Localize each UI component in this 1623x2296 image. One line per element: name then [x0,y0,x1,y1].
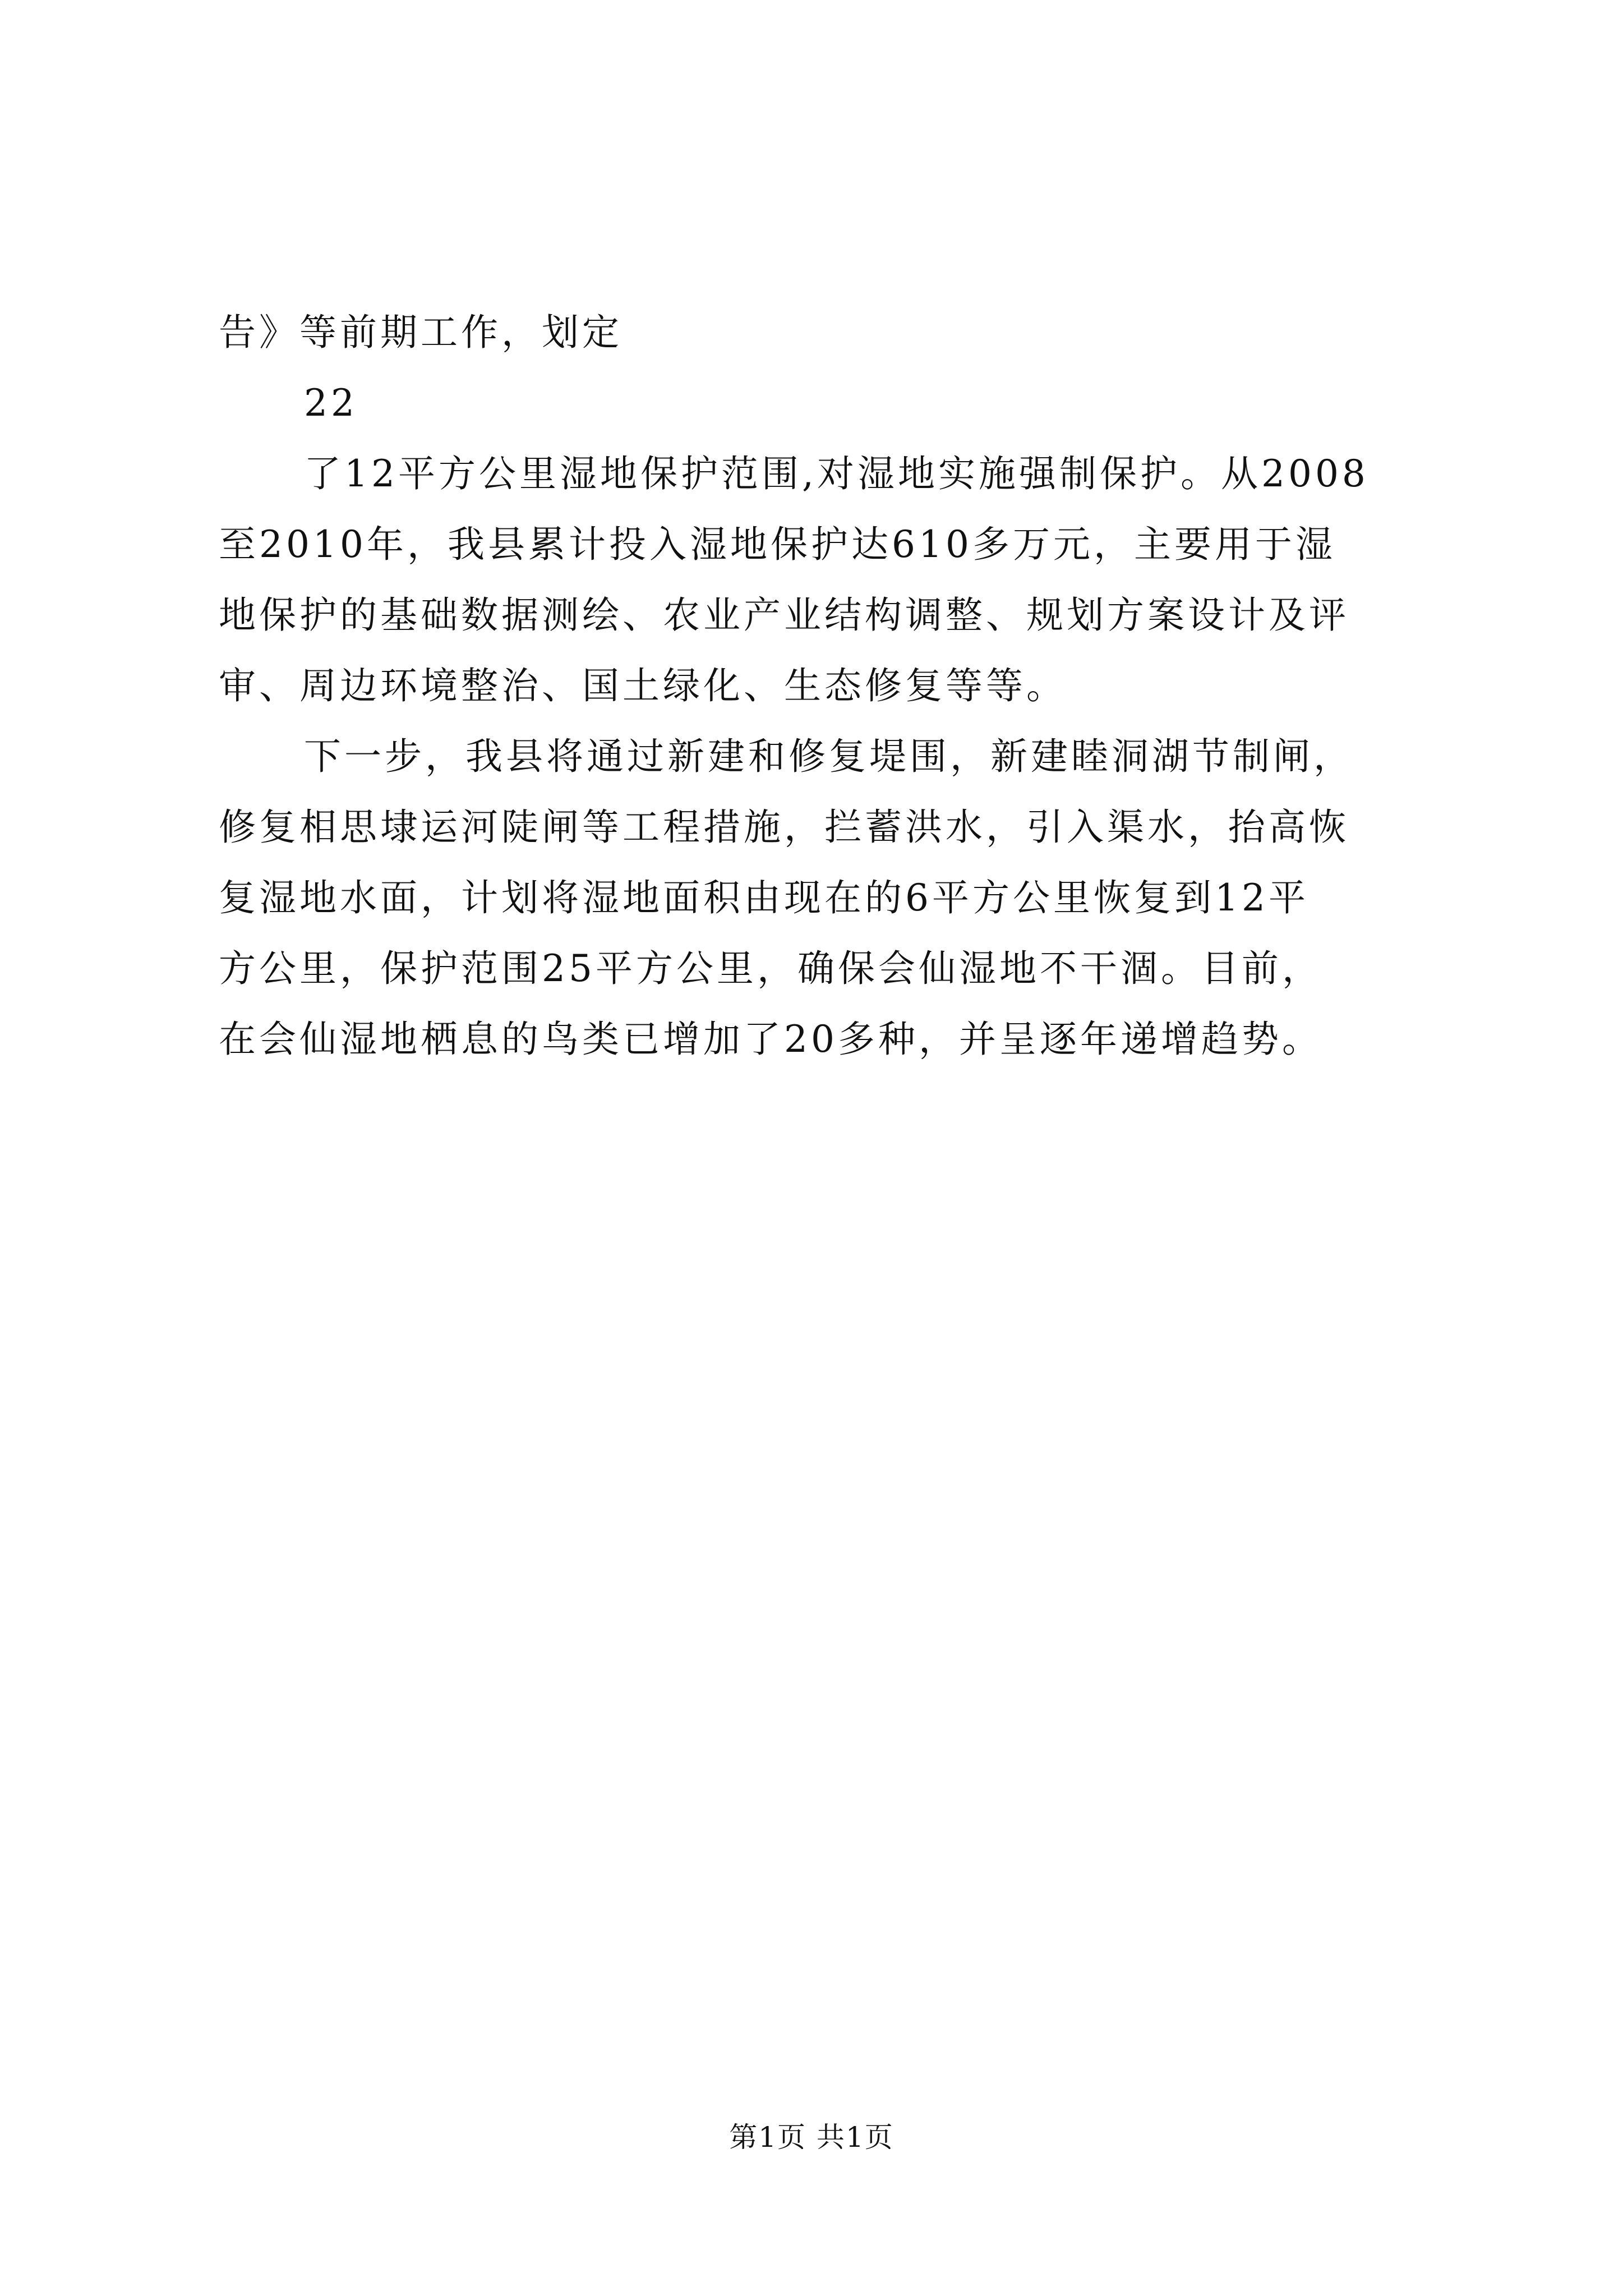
text-line: 审、周边环境整治、国土绿化、生态修复等等。 [219,664,1067,707]
text-line: 下一步，我县将通过新建和修复堤围，新建睦洞湖节制闸， [304,735,1354,778]
document-body [219,297,1424,1075]
text-line: 了12平方公里湿地保护范围,对湿地实施强制保护。从2008 [304,452,1369,495]
text-line: 在会仙湿地栖息的鸟类已增加了20多种，并呈逐年递增趋势。 [219,1018,1322,1061]
text-line: 复湿地水面，计划将湿地面积由现在的6平方公里恢复到12平 [219,876,1309,919]
text-line: 至2010年，我县累计投入湿地保护达610多万元，主要用于湿 [219,523,1336,566]
page-footer-pagination: 第1页 共1页 [729,2121,894,2154]
text-line: 告》等前期工作，划定 [219,311,623,354]
text-line: 方公里，保护范围25平方公里，确保会仙湿地不干涸。目前， [219,947,1322,990]
text-line: 地保护的基础数据测绘、农业产业结构调整、规划方案设计及评 [219,593,1349,637]
text-line: 22 [304,381,358,425]
text-line: 修复相思埭运河陡闸等工程措施，拦蓄洪水，引入渠水，抬高恢 [219,806,1349,849]
